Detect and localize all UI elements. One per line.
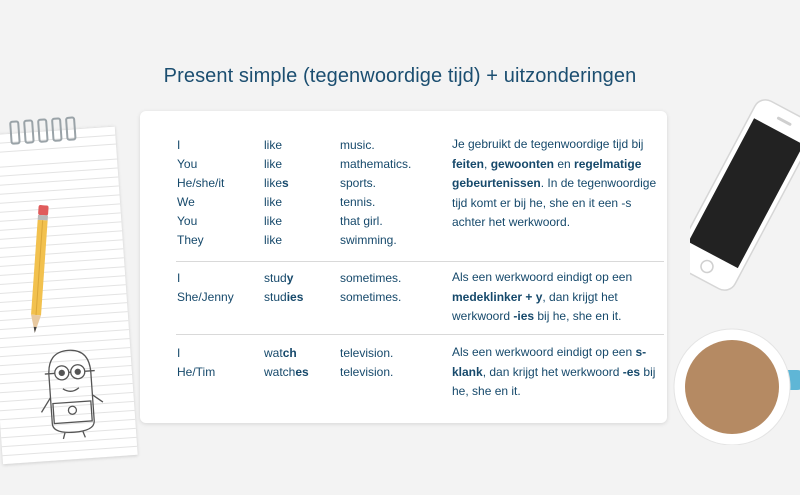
coffee-cup-icon (670, 325, 800, 445)
object: music. (340, 138, 375, 152)
section-2-objects (340, 269, 401, 307)
subject: I (177, 138, 181, 152)
section-3-verbs (264, 344, 309, 382)
divider (176, 334, 664, 335)
smartphone-icon (690, 95, 800, 295)
verb-ending: es (295, 365, 309, 379)
object: television. (340, 346, 394, 360)
subject: You (177, 214, 198, 228)
verb (264, 288, 303, 307)
verb-stem: like (264, 157, 283, 171)
verb-stem: watch (264, 365, 296, 379)
verb (264, 344, 309, 363)
verb (264, 193, 289, 212)
subject: You (177, 157, 198, 171)
notebook-rings (9, 116, 81, 150)
section-1-subjects (177, 136, 224, 250)
object: television. (340, 365, 394, 379)
verb-stem: like (264, 233, 283, 247)
section-3-objects (340, 344, 393, 382)
section-3-subjects (177, 344, 215, 382)
verb-stem: wat (264, 346, 283, 360)
object: sometimes. (340, 271, 402, 285)
verb-ending: y (286, 271, 294, 285)
subject: They (177, 233, 204, 247)
verb-stem: like (264, 195, 283, 209)
section-1-verbs (264, 136, 289, 250)
subject: I (177, 346, 181, 360)
verb (264, 231, 289, 250)
section-2-note: Als een werkwoord eindigt op een medeklinker + y, dan krijgt het werkwoord -ies bij he, she en it. (452, 270, 633, 323)
notebook-icon (0, 126, 138, 465)
verb-stem: stud (264, 290, 287, 304)
subject: She/Jenny (177, 290, 234, 304)
verb-ending: ies (286, 290, 304, 304)
divider (176, 261, 664, 262)
object: tennis. (340, 195, 376, 209)
verb (264, 174, 289, 193)
verb (264, 212, 289, 231)
verb-stem: like (264, 176, 283, 190)
section-2-verbs (264, 269, 303, 307)
verb (264, 136, 289, 155)
object: that girl. (340, 214, 383, 228)
verb-stem: like (264, 138, 283, 152)
verb-stem: like (264, 214, 283, 228)
page-title: Present simple (tegenwoordige tijd) + uitzonderingen (163, 65, 637, 87)
subject: I (177, 271, 181, 285)
object: swimming. (340, 233, 397, 247)
subject: We (177, 195, 195, 209)
grammar-card (140, 111, 667, 423)
verb-ending: ch (282, 346, 297, 360)
object: mathematics. (340, 157, 412, 171)
section-3-note: Als een werkwoord eindigt op een s-klank, dan krijgt het werkwoord -es bij he, she en it. (452, 345, 656, 398)
subject: He/she/it (177, 176, 225, 190)
subject: He/Tim (177, 365, 216, 379)
section-1-note: Je gebruikt de tegenwoordige tijd bij feiten, gewoonten en regelmatige gebeurtenissen. In de tegenwoordige tijd komt er bij he, she en it een -s achter het werkwoord. (452, 137, 657, 229)
minion-sketch-icon (33, 342, 109, 442)
verb-ending: s (282, 176, 289, 190)
verb (264, 155, 289, 174)
verb (264, 363, 309, 382)
object: sports. (340, 176, 377, 190)
section-2-subjects (177, 269, 234, 307)
verb (264, 269, 303, 288)
section-1-objects (340, 136, 411, 250)
object: sometimes. (340, 290, 402, 304)
verb-stem: stud (264, 271, 287, 285)
